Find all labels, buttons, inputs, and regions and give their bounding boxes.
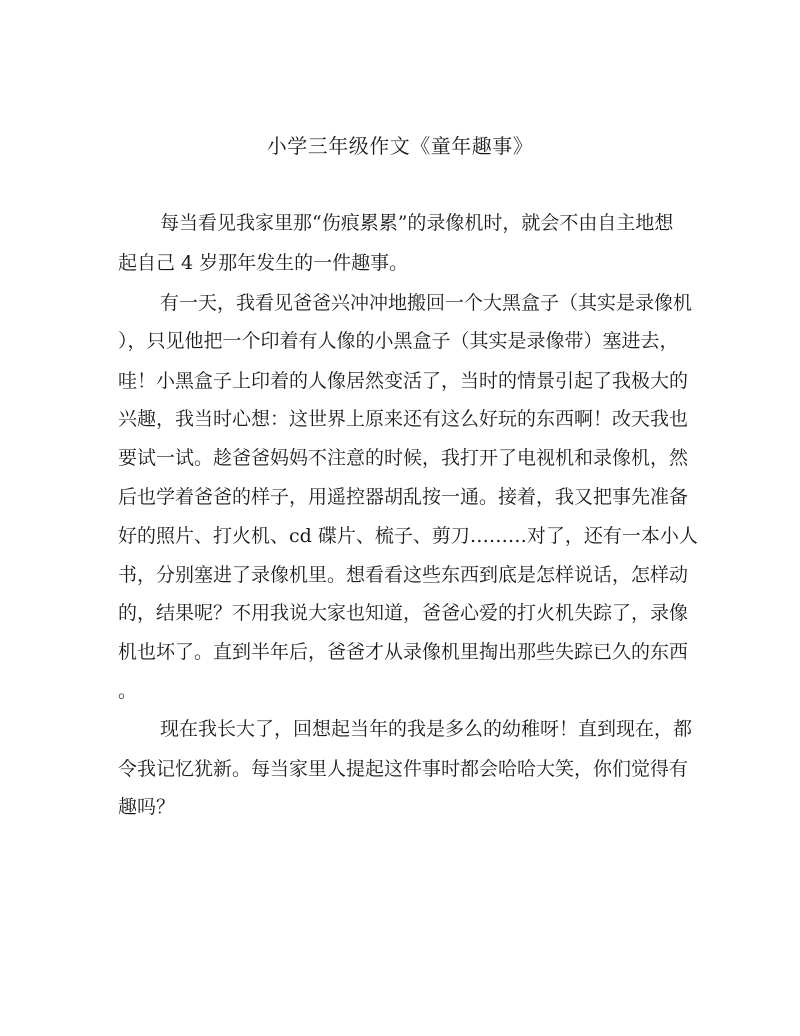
paragraph-2-line-4: 兴趣，我当时心想：这世界上原来还有这么好玩的东西啊！改天我也 (118, 408, 689, 430)
paragraph-2-line-6: 后也学着爸爸的样子，用遥控器胡乱按一通。接着，我又把事先准备 (118, 486, 689, 508)
paragraph-2-line-10: 机也坏了。直到半年后，爸爸才从录像机里掏出那些失踪已久的东西 (118, 641, 689, 663)
paragraph-2-line-5: 要试一试。趁爸爸妈妈不注意的时候，我打开了电视机和录像机，然 (118, 447, 689, 469)
essay-title: 小学三年级作文《童年趣事》 (266, 134, 534, 158)
paragraph-2-line-9: 的，结果呢？不用我说大家也知道，爸爸心爱的打火机失踪了，录像 (118, 602, 689, 624)
paragraph-3-line-3: 趣吗？ (118, 796, 176, 818)
paragraph-2-line-1: 有一天，我看见爸爸兴冲冲地搬回一个大黑盒子（其实是录像机 (160, 292, 693, 314)
paragraph-3-line-1: 现在我长大了，回想起当年的我是多么的幼稚呀！直到现在，都 (160, 718, 693, 740)
paragraph-3-line-2: 令我记忆犹新。每当家里人提起这件事时都会哈哈大笑，你们觉得有 (118, 758, 689, 780)
paragraph-2-line-3: 哇！小黑盒子上印着的人像居然变活了，当时的情景引起了我极大的 (118, 370, 689, 392)
paragraph-2-line-7: 好的照片、打火机、cd 碟片、梳子、剪刀………对了，还有一本小人 (118, 525, 698, 547)
paragraph-2-line-2: ），只见他把一个印着有人像的小黑盒子（其实是录像带）塞进去， (118, 330, 679, 352)
paragraph-2-line-11: 。 (118, 680, 138, 702)
paragraph-2-line-8: 书，分别塞进了录像机里。想看看这些东西到底是怎样说话，怎样动 (118, 564, 689, 586)
paragraph-1-line-2: 起自己 4 岁那年发生的一件趣事。 (118, 252, 409, 274)
paragraph-1-line-1: 每当看见我家里那“伤痕累累”的录像机时，就会不由自主地想 (160, 212, 674, 234)
